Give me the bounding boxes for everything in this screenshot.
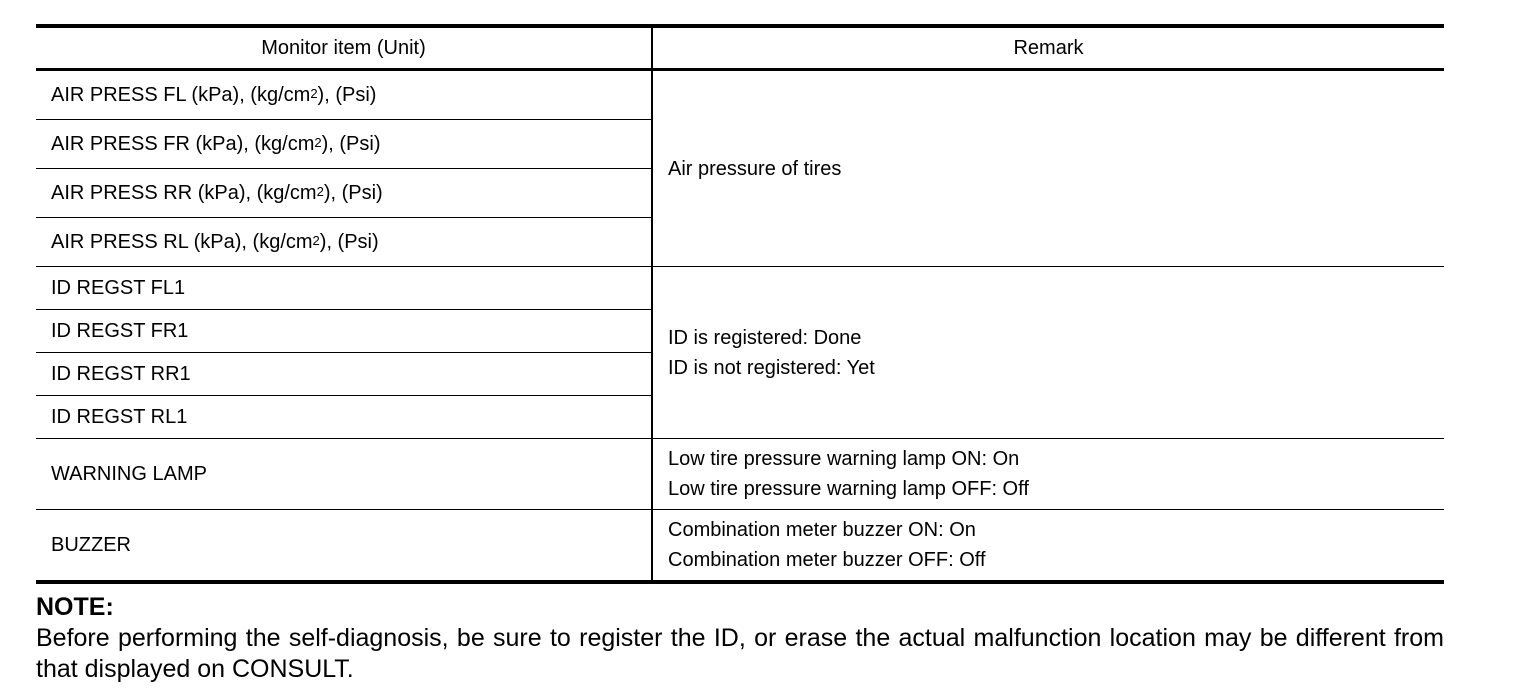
header-monitor-item: Monitor item (Unit) bbox=[36, 26, 652, 70]
remark-line: Low tire pressure warning lamp OFF: Off bbox=[668, 478, 1029, 500]
table-row bbox=[36, 439, 1444, 510]
warning-lamp-remark bbox=[652, 439, 1444, 510]
air-press-rl-cell: AIR PRESS RL (kPa), $(kg/cm^2)$, (Psi) bbox=[36, 218, 652, 267]
remark-line: Combination meter buzzer OFF: Off bbox=[668, 549, 986, 571]
buzzer-cell: BUZZER bbox=[36, 510, 652, 583]
remark-line: ID is not registered: Yet bbox=[668, 356, 875, 379]
remark-line: Combination meter buzzer ON: On bbox=[668, 519, 976, 541]
header-remark: Remark bbox=[652, 26, 1444, 70]
monitor-table bbox=[36, 24, 1444, 584]
air-press-rr-cell: AIR PRESS RR (kPa), $(kg/cm^2)$, (Psi) bbox=[36, 169, 652, 218]
table-row bbox=[36, 267, 1444, 310]
note-title: NOTE: bbox=[36, 593, 114, 621]
remark-line: ID is registered: Done bbox=[668, 326, 862, 349]
remark-line: Low tire pressure warning lamp ON: On bbox=[668, 448, 1020, 470]
id-regst-fr1-cell: ID REGST FR1 bbox=[36, 310, 652, 353]
id-regst-rr1-cell: ID REGST RR1 bbox=[36, 353, 652, 396]
header-row bbox=[36, 26, 1444, 70]
table-row bbox=[36, 70, 1444, 120]
id-registration-remark bbox=[652, 267, 1444, 439]
document-sheet bbox=[36, 24, 1444, 685]
note-block bbox=[36, 592, 1444, 685]
note-text: Before performing the self-diagnosis, be sure to register the ID, or erase the actual malfunction location may be different from that displayed on CONSULT. bbox=[36, 624, 1444, 683]
table-row bbox=[36, 510, 1444, 583]
buzzer-remark bbox=[652, 510, 1444, 583]
warning-lamp-cell: WARNING LAMP bbox=[36, 439, 652, 510]
air-pressure-remark: Air pressure of tires bbox=[652, 70, 1444, 267]
id-regst-fl1-cell: ID REGST FL1 bbox=[36, 267, 652, 310]
air-press-fl-cell: AIR PRESS FL (kPa), $(kg/cm^2)$, (Psi) bbox=[36, 70, 652, 120]
id-regst-rl1-cell: ID REGST RL1 bbox=[36, 396, 652, 439]
air-press-fr-cell: AIR PRESS FR (kPa), $(kg/cm^2)$, (Psi) bbox=[36, 120, 652, 169]
